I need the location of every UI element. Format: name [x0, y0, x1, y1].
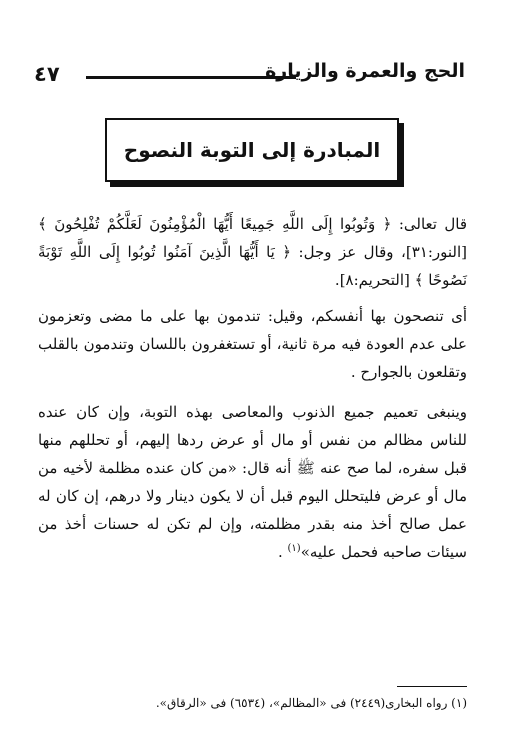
hadith-text: وينبغى تعميم جميع الذنوب والمعاصى بهذه التوبة، وإن كان عنده للناس مظالم من نفس أو مال أو عرض ردها إليهم، أو تحللهم منها قبل سفره، لما صح عنه ﷺ أنه قال: «من كان عنده مظلمة لأخيه من مال أو عرض فليتحلل اليوم قبل أن لا يكون دينار ولا درهم، إن كان له عمل صالح أخذ منه بقدر مظلمته، وإن لم تكن له حسنات أخذ من سيئات صاحبه فحمل عليه»: [38, 403, 467, 561]
page-number: ٤٧: [34, 62, 60, 86]
section-title-box: [105, 118, 399, 182]
paragraph-end-mark: .: [277, 543, 288, 561]
paragraph-hadith: [38, 398, 467, 566]
page-header: [28, 60, 465, 94]
footnote-separator: [397, 686, 467, 687]
section-title: المبادرة إلى التوبة النصوح: [123, 138, 381, 162]
paragraph-quran-verses: قال تعالى: ﴿ وَتُوبُوا إِلَى اللَّهِ جَمِيعًا أَيُّهَا الْمُؤْمِنُونَ لَعَلَّكُمْ تُفْلِحُونَ ﴾ [النور:٣١]، وقال عز وجل: ﴿ يَا أَيُّهَا الَّذِينَ آمَنُوا تُوبُوا إِلَى اللَّهِ تَوْبَةً نَصُوحًا ﴾ [التحريم:٨].: [38, 215, 467, 289]
paragraph-explanation: أى تنصحون بها أنفسكم، وقيل: تندمون بها على ما مضى وتعزمون على عدم العودة فيه مرة ثانية، أو تستغفرون باللسان وتندمون بالقلب وتقلعون بالجوارح .: [38, 307, 467, 381]
footnote-reference[interactable]: (١): [287, 543, 301, 554]
footnote: (١) رواه البخارى(٢٤٤٩) فى «المظالم»، (٦٥٣٤) فى «الرقاق».: [155, 696, 467, 710]
body-text: [38, 210, 467, 578]
running-title: الحج والعمرة والزيارة: [265, 60, 465, 82]
